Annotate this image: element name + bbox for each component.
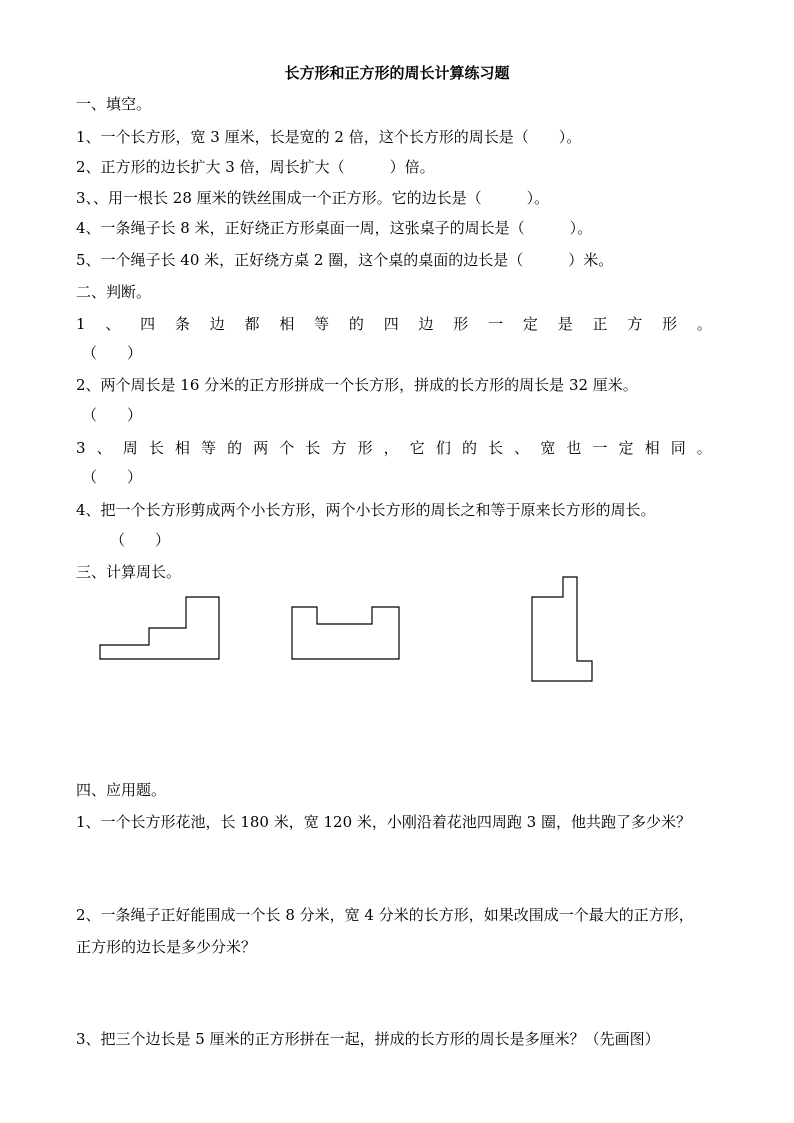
- section2-question-3-char: 方: [331, 439, 347, 457]
- section2-question-1-char: 边: [209, 315, 225, 333]
- section4-question-2-line2: 正方形的边长是多少分米？: [76, 938, 257, 956]
- section2-question-1-char: 定: [522, 315, 538, 333]
- section2-question-1-char: 一: [488, 315, 504, 333]
- section2-heading: 二、判断。: [76, 283, 152, 301]
- page-title: 长方形和正方形的周长计算练习题: [284, 64, 510, 82]
- section2-question-3-char: 。: [696, 439, 712, 457]
- section2-question-3-char: 一: [592, 439, 608, 457]
- section2-question-1-char: 正: [592, 315, 608, 333]
- section2-question-1-char: 方: [627, 315, 643, 333]
- section2-question-3-char: 个: [279, 439, 295, 457]
- section2-question-1-char: 等: [314, 315, 330, 333]
- section2-question-3-char: 的: [227, 439, 243, 457]
- section4-question-2-line1: 2、一条绳子正好能围成一个长 8 分米，宽 4 分米的长方形，如果改围成一个最大的正方形，: [76, 906, 694, 924]
- section4-question-3: 3、把三个边长是 5 厘米的正方形拼在一起，拼成的长方形的周长是多厘米？（先画图）: [76, 1030, 660, 1048]
- section2-question-4: 4、把一个长方形剪成两个小长方形，两个小长方形的周长之和等于原来长方形的周长。: [76, 501, 656, 519]
- section2-question-3-char: ，: [383, 439, 399, 457]
- section2-question-3-char: 相: [174, 439, 190, 457]
- section2-question-1-char: 条: [174, 315, 190, 333]
- section4-question-1: 1、一个长方形花池，长 180 米，宽 120 米，小刚沿着花池四周跑 3 圈，他共跑了多少米？: [76, 813, 691, 831]
- staircase-figure: [100, 597, 219, 659]
- section1-heading: 一、填空。: [76, 95, 152, 113]
- section2-question-2: 2、两个周长是 16 分米的正方形拼成一个长方形，拼成的长方形的周长是 32 厘米。: [76, 376, 638, 394]
- section2-question-1-char: 都: [244, 315, 260, 333]
- section2-question-1-char: 。: [696, 315, 712, 333]
- section1-question-5: 5、一个绳子长 40 米，正好绕方桌 2 圈，这个桌的桌面的边长是（ ）米。: [76, 251, 614, 269]
- section2-question-1-char: 形: [453, 315, 469, 333]
- section2-question-1-char: 四: [140, 315, 156, 333]
- section2-question-1-char: 四: [383, 315, 399, 333]
- tall-step-figure: [532, 577, 592, 681]
- section2-question-1-char: 是: [557, 315, 573, 333]
- section2-question-3-blank: （ ）: [82, 468, 143, 486]
- section2-question-1-char: 相: [279, 315, 295, 333]
- section2-question-3-char: 、: [96, 439, 112, 457]
- section2-question-4-blank: （ ）: [110, 531, 171, 549]
- section2-question-3-char: 相: [644, 439, 660, 457]
- section2-question-1-char: 、: [105, 315, 121, 333]
- section2-question-3-char: 宽: [540, 439, 556, 457]
- section2-question-3-char: 同: [670, 439, 686, 457]
- section2-question-1-blank: （ ）: [82, 344, 143, 362]
- section2-question-1-char: 的: [348, 315, 364, 333]
- section2-question-3-char: 长: [148, 439, 164, 457]
- section2-question-1-char: 形: [662, 315, 678, 333]
- section2-question-3-char: 长: [305, 439, 321, 457]
- section2-question-3-char: 的: [461, 439, 477, 457]
- section1-question-4: 4、一条绳子长 8 米，正好绕正方形桌面一周，这张桌子的周长是（ ）。: [76, 219, 593, 237]
- section2-question-1-char: 1: [76, 315, 86, 333]
- u-shape-figure: [292, 607, 399, 659]
- section2-question-3-char: 两: [253, 439, 269, 457]
- section2-question-3-char: 等: [201, 439, 217, 457]
- section2-question-3-char: 定: [618, 439, 634, 457]
- section2-question-3-char: 它: [409, 439, 425, 457]
- section4-heading: 四、应用题。: [76, 781, 167, 799]
- section2-question-3-char: 3: [76, 439, 86, 457]
- section1-question-2: 2、正方形的边长扩大 3 倍，周长扩大（ ）倍。: [76, 158, 435, 176]
- section1-question-3: 3、、用一根长 28 厘米的铁丝围成一个正方形。它的边长是（ ）。: [76, 189, 550, 207]
- section2-question-3-char: 、: [514, 439, 530, 457]
- section2-question-2-blank: （ ）: [82, 406, 143, 424]
- section2-question-3-char: 也: [566, 439, 582, 457]
- section2-question-3-char: 们: [435, 439, 451, 457]
- section2-question-3-char: 形: [357, 439, 373, 457]
- section2-question-3-char: 长: [488, 439, 504, 457]
- section2-question-3-char: 周: [122, 439, 138, 457]
- section3-heading: 三、计算周长。: [76, 563, 182, 581]
- section2-question-1-char: 边: [418, 315, 434, 333]
- section1-question-1: 1、一个长方形，宽 3 厘米，长是宽的 2 倍，这个长方形的周长是（ ）。: [76, 128, 582, 146]
